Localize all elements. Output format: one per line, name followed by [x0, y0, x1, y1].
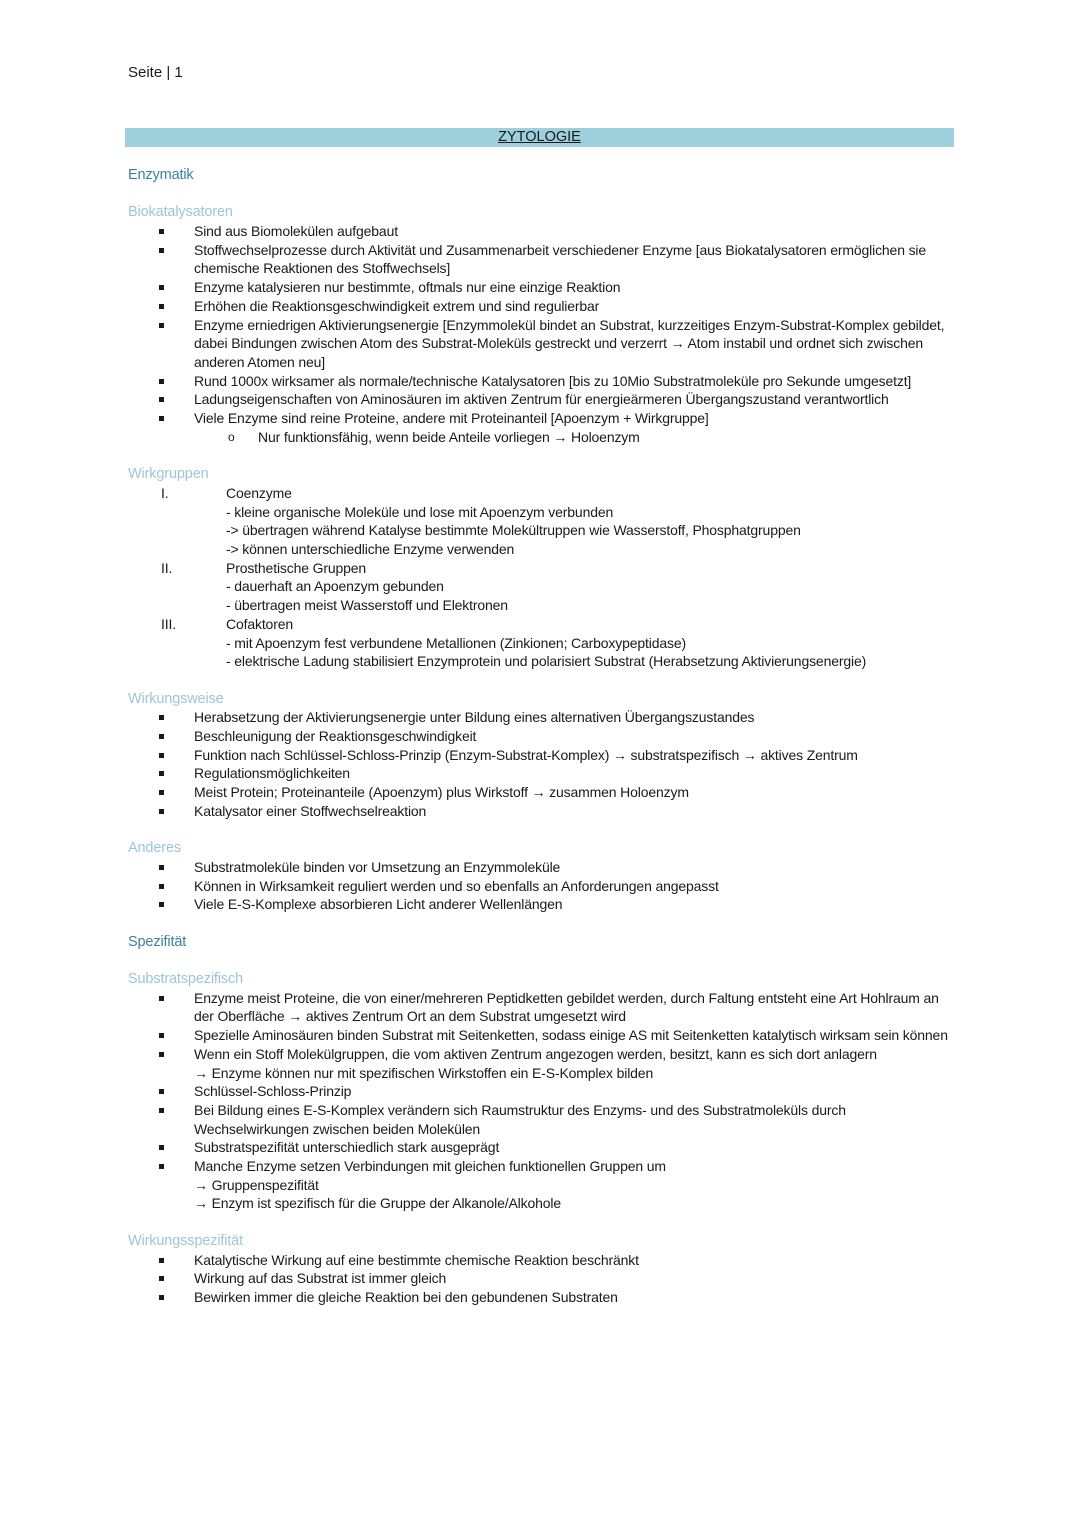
list-item: Enzyme erniedrigen Aktivierungsenergie [Enzymmolekül bindet an Substrat, kurzzeitiges Enzym-Substrat-Komplex gebildet, dabei Bindungen zwischen Atom des Substrat-Moleküls gestreckt und verzerrt → Atom instabil und ordnet sich zwischen anderen Atomen neu] [128, 316, 954, 372]
list-item: Funktion nach Schlüssel-Schloss-Prinzip (Enzym-Substrat-Komplex) → substratspezifisch → aktives Zentrum [128, 746, 954, 765]
list-item [128, 1045, 954, 1082]
list-item: Bei Bildung eines E-S-Komplex verändern sich Raumstruktur des Enzyms- und des Substratmoleküls durch Wechselwirkungen zwischen beiden Molekülen [128, 1101, 954, 1138]
subhead-wirkungsweise: Wirkungsweise [128, 690, 224, 707]
list-item: Erhöhen die Reaktionsgeschwindigkeit extrem und sind regulierbar [128, 297, 954, 316]
group-title: Cofaktoren [226, 615, 293, 632]
wirkgruppe-coenzyme [128, 484, 954, 559]
list-item: Meist Protein; Proteinanteile (Apoenzym) plus Wirkstoff → zusammen Holoenzym [128, 783, 954, 802]
sub-list-item [128, 428, 954, 447]
group-line: - mit Apoenzym fest verbundene Metallionen (Zinkionen; Carboxypeptidase) [226, 634, 687, 651]
subhead-wirkungsspezifitaet: Wirkungsspezifität [128, 1232, 243, 1249]
list-item-continuation: → Enzyme können nur mit spezifischen Wirkstoffen ein E-S-Komplex bilden [194, 1064, 654, 1081]
list-wirkungsspezifitaet [128, 1251, 954, 1307]
content [128, 166, 954, 1307]
group-title: Prosthetische Gruppen [226, 559, 367, 576]
list-item: Katalytische Wirkung auf eine bestimmte chemische Reaktion beschränkt [128, 1251, 954, 1270]
list-item: Rund 1000x wirksamer als normale/technische Katalysatoren [bis zu 10Mio Substratmoleküle pro Sekunde umgesetzt] [128, 372, 954, 391]
group-line: - kleine organische Moleküle und lose mit Apoenzym verbunden [226, 503, 614, 520]
group-line: - elektrische Ladung stabilisiert Enzymprotein und polarisiert Substrat (Herabsetzung Aktivierungsenergie) [226, 653, 867, 670]
page-number: Seite | 1 [128, 64, 183, 81]
list-item-continuation: → Enzym ist spezifisch für die Gruppe der Alkanole/Alkohole [194, 1195, 561, 1212]
list-item: Herabsetzung der Aktivierungsenergie unter Bildung eines alternativen Übergangszustandes [128, 708, 954, 727]
list-item: Wirkung auf das Substrat ist immer gleich [128, 1269, 954, 1288]
subhead-substratspezifisch: Substratspezifisch [128, 971, 243, 988]
list-item [128, 1157, 954, 1213]
list-item: Viele Enzyme sind reine Proteine, andere mit Proteinanteil [Apoenzym + Wirkgruppe] [128, 409, 954, 428]
group-line: - dauerhaft an Apoenzym gebunden [226, 578, 444, 595]
list-item: Bewirken immer die gleiche Reaktion bei den gebundenen Substraten [128, 1288, 954, 1307]
sub-item-text: Nur funktionsfähig, wenn beide Anteile vorliegen → Holoenzym [258, 428, 640, 445]
list-item: Regulationsmöglichkeiten [128, 764, 954, 783]
group-line: -> können unterschiedliche Enzyme verwenden [226, 540, 515, 557]
list-substratspezifisch [128, 989, 954, 1213]
subhead-biokatalysatoren: Biokatalysatoren [128, 204, 233, 221]
roman-numeral: III. [161, 615, 176, 632]
list-item: Viele E-S-Komplexe absorbieren Licht anderer Wellenlängen [128, 895, 954, 914]
group-title: Coenzyme [226, 484, 292, 501]
list-item: Substratmoleküle binden vor Umsetzung an Enzymmoleküle [128, 858, 954, 877]
title-bar [125, 128, 954, 147]
section-title-enzymatik: Enzymatik [128, 167, 194, 183]
list-item: Enzyme meist Proteine, die von einer/mehreren Peptidketten gebildet werden, durch Faltung entsteht eine Art Hohlraum an der Oberfläche → aktives Zentrum Ort an dem Substrat umgesetzt wird [128, 989, 954, 1026]
wirkgruppe-prosthetische-gruppen [128, 559, 954, 615]
section-title-spezifitaet: Spezifität [128, 933, 187, 950]
subhead-anderes: Anderes [128, 840, 181, 857]
roman-numeral: I. [161, 484, 169, 501]
group-line: -> übertragen während Katalyse bestimmte Molekültruppen wie Wasserstoff, Phosphatgruppen [226, 522, 801, 539]
list-item: Können in Wirksamkeit reguliert werden und so ebenfalls an Anforderungen angepasst [128, 877, 954, 896]
list-item: Beschleunigung der Reaktionsgeschwindigkeit [128, 727, 954, 746]
list-item: Substratspezifität unterschiedlich stark ausgeprägt [128, 1138, 954, 1157]
group-line: - übertragen meist Wasserstoff und Elektronen [226, 597, 508, 614]
list-item-text: Wenn ein Stoff Molekülgruppen, die vom aktiven Zentrum angezogen werden, besitzt, kann es sich dort anlagern [194, 1045, 877, 1062]
list-item: Enzyme katalysieren nur bestimmte, oftmals nur eine einzige Reaktion [128, 278, 954, 297]
circle-bullet-icon: o [228, 429, 235, 444]
list-item: Sind aus Biomolekülen aufgebaut [128, 222, 954, 241]
list-wirkungsweise [128, 708, 954, 820]
list-item: Ladungseigenschaften von Aminosäuren im aktiven Zentrum für energieärmeren Übergangszustand verantwortlich [128, 390, 954, 409]
list-item: Schlüssel-Schloss-Prinzip [128, 1082, 954, 1101]
roman-numeral: II. [161, 559, 173, 576]
list-item: Stoffwechselprozesse durch Aktivität und Zusammenarbeit verschiedener Enzyme [aus Biokatalysatoren ermöglichen sie chemische Reaktionen des Stoffwechsels] [128, 241, 954, 278]
list-anderes [128, 858, 954, 914]
wirkgruppe-cofaktoren [128, 615, 954, 671]
subhead-wirkgruppen: Wirkgruppen [128, 466, 209, 483]
list-item-text: Manche Enzyme setzen Verbindungen mit gleichen funktionellen Gruppen um [194, 1158, 666, 1175]
list-item: Katalysator einer Stoffwechselreaktion [128, 802, 954, 821]
list-item-continuation: → Gruppenspezifität [194, 1176, 319, 1193]
page-title: ZYTOLOGIE [498, 129, 581, 145]
list-biokatalysatoren [128, 222, 954, 428]
list-item: Spezielle Aminosäuren binden Substrat mit Seitenketten, sodass einige AS mit Seitenketten katalytisch wirksam sein können [128, 1026, 954, 1045]
